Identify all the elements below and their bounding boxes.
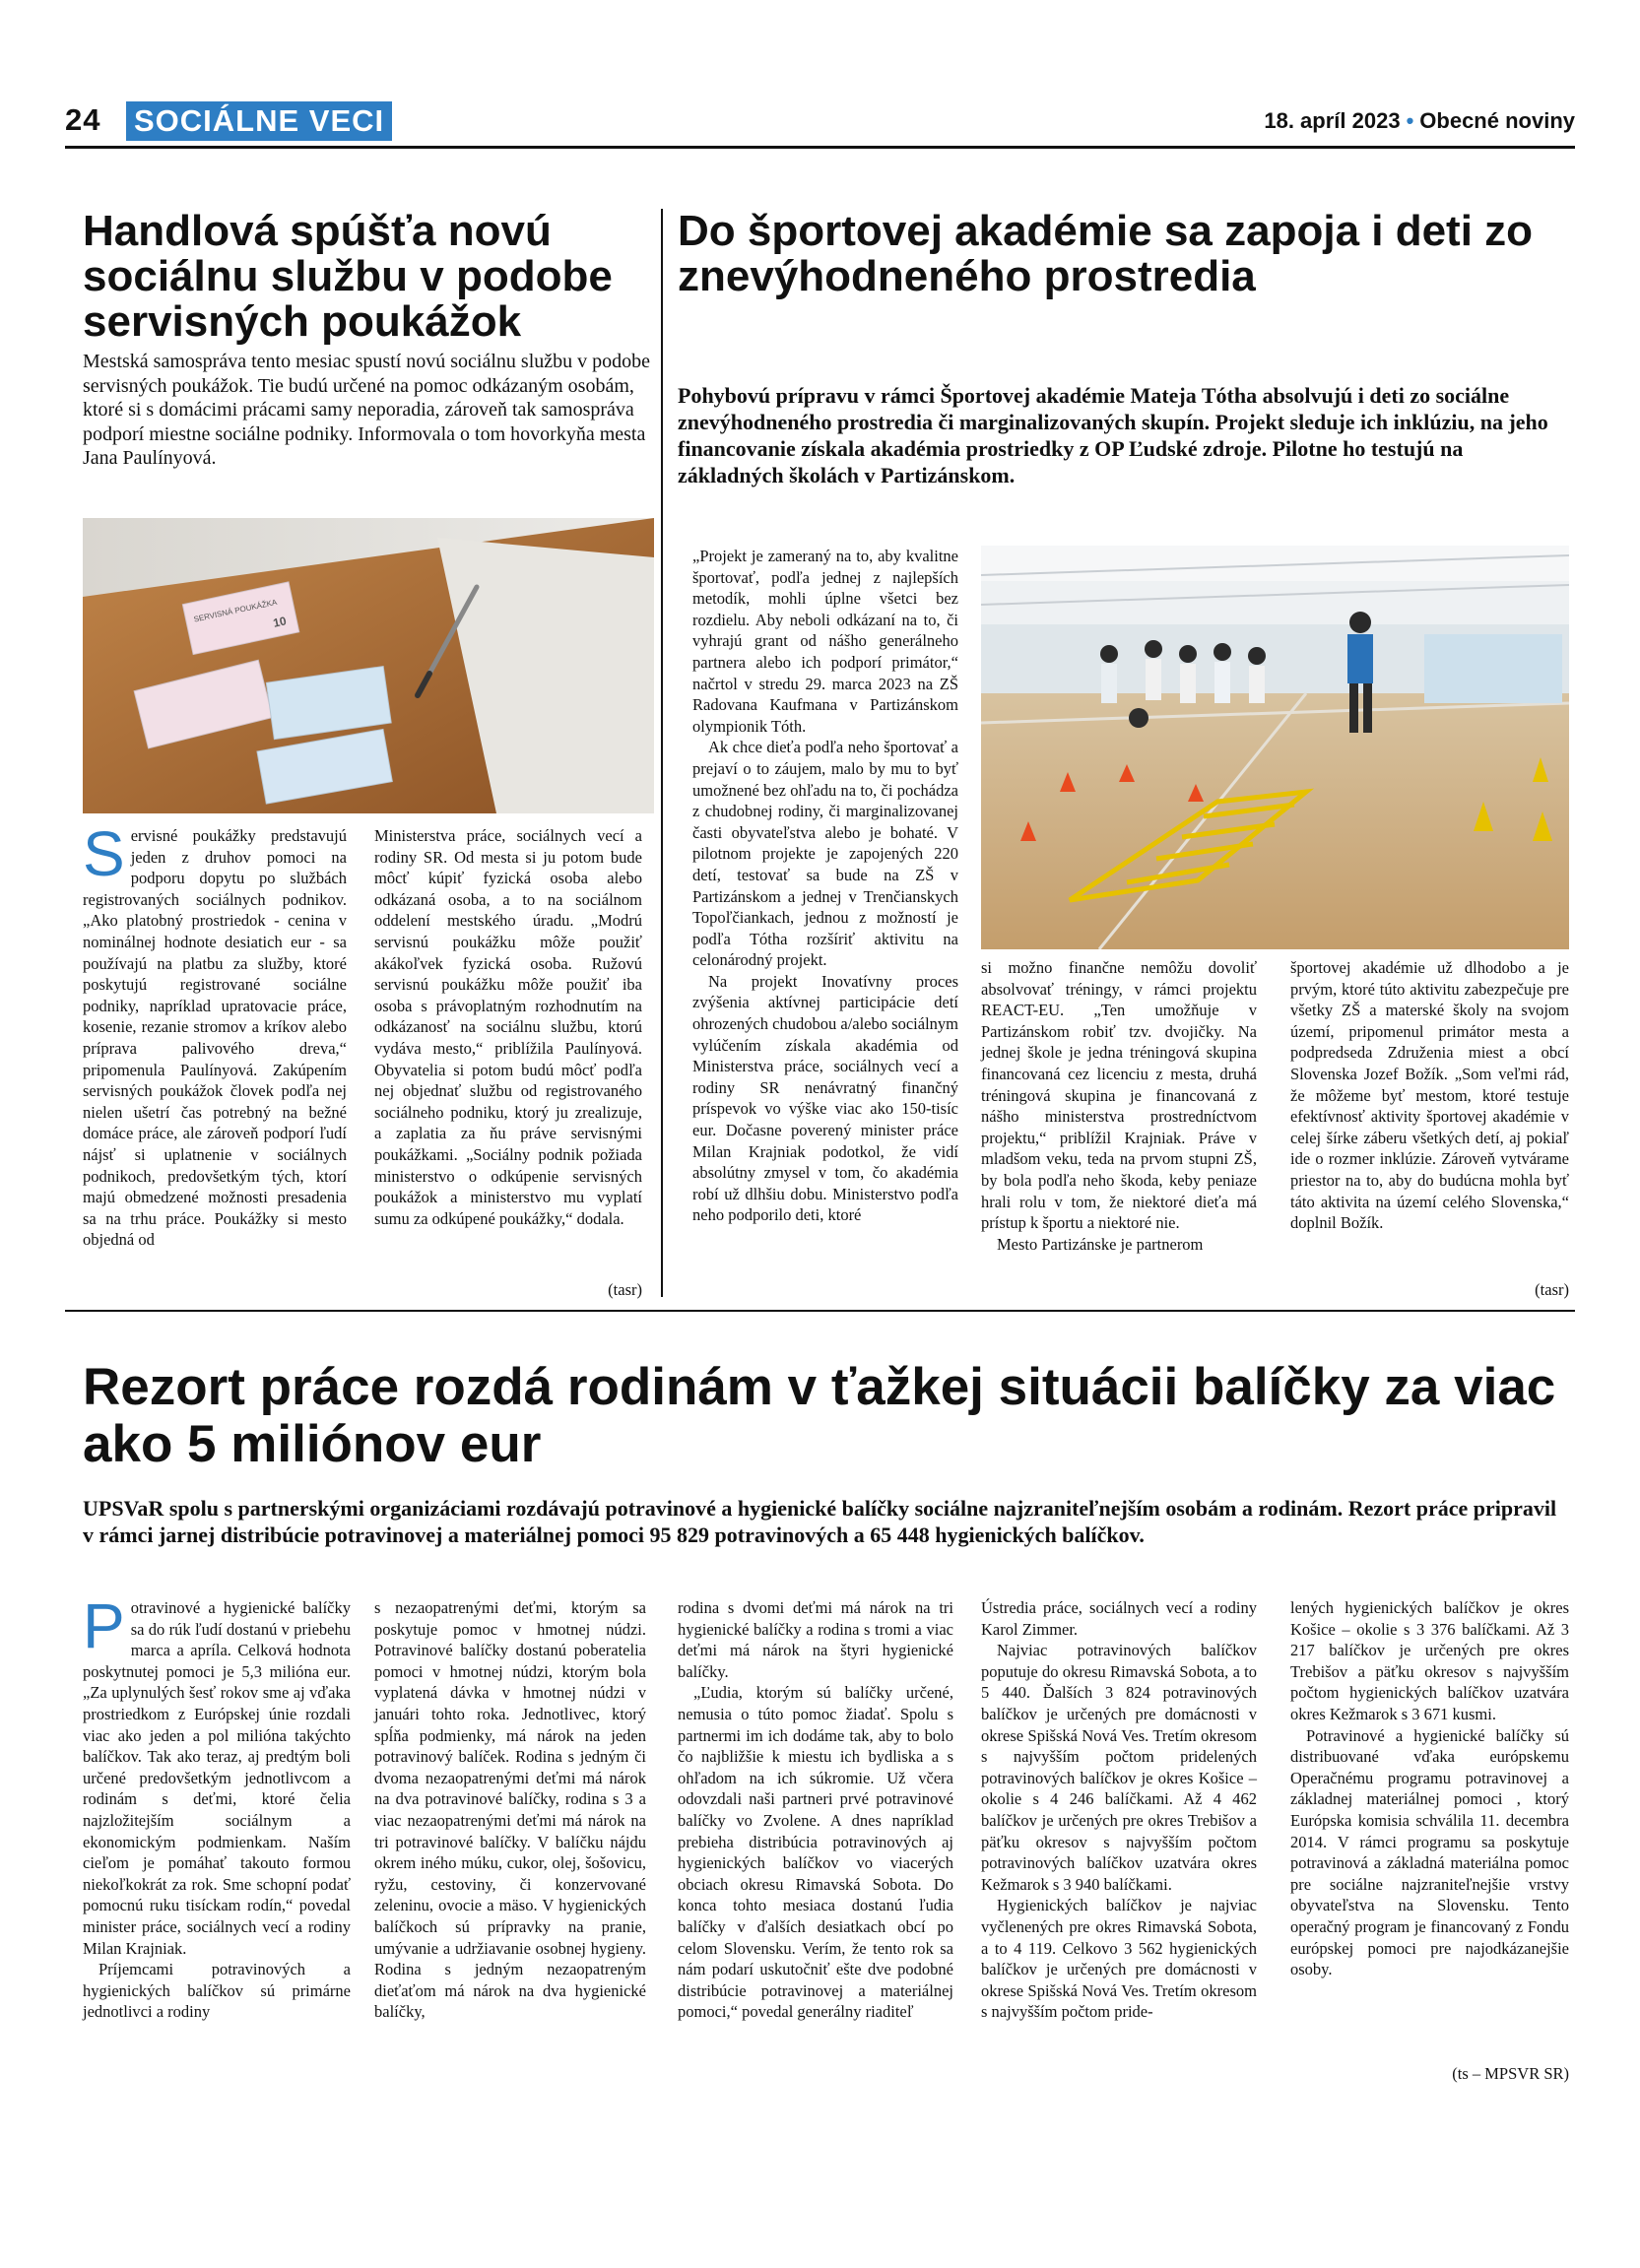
article3-title: Rezort práce rozdá rodinám v ťažkej situácii balíčky za viac ako 5 miliónov eur (83, 1358, 1556, 1473)
article3-col5-para-1: lených hygienických balíčkov je okres Košice – okolie s 3 376 balíčkami. Až 3 217 balíčkov je určených pre okres Trebišov a päťku okresov s najvyšším počtom hygienických balíčkov uzatvára okres Kežmarok s 3 671 kusmi. (1290, 1598, 1569, 1723)
header-rule (65, 146, 1575, 149)
article3-col1-para-2: Príjemcami potravinových a hygienických balíčkov sú primárne jednotlivci a rodiny (83, 1960, 351, 2022)
article3-column-1 (83, 1590, 351, 2023)
article3-column-5 (1290, 1597, 1569, 1980)
article3-column-3 (678, 1597, 953, 2023)
article2-byline: (tasr) (1535, 1280, 1569, 1299)
dateline (1264, 108, 1575, 134)
article1-column-2 (374, 825, 642, 1229)
sports-academy-photo (981, 546, 1569, 949)
voucher-value: 10 (271, 614, 288, 630)
article3-col5-para-2: Potravinové a hygienické balíčky sú distribuované vďaka európskemu Operačnému programu potravinovej a základnej materiálnej pomoci , ktorý Európska komisia schválila 11. decembra 2014. V rámci programu sa poskytuje potravinová a základná materiálna pomoc pre sociálne najzraniteľnejšie vrstvy obyvateľstva na Slovensku. Tento operačný program je financovaný z Fondu európskej pomoci pre najodkázanejšie osoby. (1290, 1725, 1569, 1979)
article2-column-2 (981, 957, 1257, 1255)
vouchers-photo-illustration (83, 518, 654, 813)
vouchers-photo (83, 518, 654, 813)
article3-col4-para-2: Najviac potravinových balíčkov poputuje do okresu Rimavská Sobota, a to 5 440. Ďalších 3 824 potravinových balíčkov je určených pre domácnosti v okrese Spišská Nová Ves. Tretím okresom s najvyšším počtom pridelených potravinových balíčkov je okres Košice – okolie s 4 246 balíčkami. Až 4 462 balíčkov je určených pre okres Trebišov a päťku okresov s najvyšším počtom potravinových balíčkov uzatvára okres Kežmarok s 3 940 balíčkami. (981, 1641, 1257, 1894)
voucher-label: SERVISNÁ POUKÁŽKA (192, 597, 278, 624)
column-divider (661, 209, 663, 1297)
article2-lead: Pohybovú prípravu v rámci Športovej akadémie Mateja Tótha absolvujú i deti zo sociálne znevýhodneného prostredia či marginalizovaných skupín. Projekt sleduje ich inklúziu, na jeho financovanie získala akadémia prostriedky z OP Ľudské zdroje. Pilotne ho testujú na základných školách v Partizánskom. (678, 383, 1548, 487)
article1-lead: Mestská samospráva tento mesiac spustí novú sociálnu službu v podobe servisných poukážok. Tie budú určené na pomoc odkázaným osobám, ktoré si s domácimi prácami samy neporadia, zároveň tak samospráva podporí miestne sociálne podniky. Informovala o tom hovorkyňa mesta Jana Paulínyová. (83, 351, 651, 469)
article1-title: Handlová spúšťa novú sociálnu službu v podobe servisných poukážok (83, 207, 613, 346)
article2-col1-para-2: Ak chce dieťa podľa neho športovať a prejaví o to záujem, malo by mu to byť umožnené bez ohľadu na to, či pochádza z chudobnej rodiny, či marginalizovanej časti obyvateľstva alebo je bohaté. V pilotnom projekte je zapojených 220 detí, testovať sa bude na ZŠ v Partizánskom a jednej v Trenčianskych Topoľčiankach, jednou z možností je podľa Tótha rozšíriť aktivitu na celonárodný projekt. (692, 738, 958, 970)
article3-col3-para-1: rodina s dvomi deťmi má nárok na tri hygienické balíčky a rodina s tromi a viac deťmi má nárok na štyri hygienické balíčky. (678, 1598, 953, 1681)
story-divider (65, 1310, 1575, 1312)
publication-name: Obecné noviny (1419, 108, 1575, 133)
separator-dot: • (1406, 108, 1414, 133)
article2-title: Do športovej akadémie sa zapoja i deti zo znevýhodneného prostredia (678, 207, 1534, 300)
article1-column-1 (83, 818, 347, 1251)
article3-col2-text: s nezaopatrenými deťmi, ktorým sa poskytuje pomoc v hmotnej núdzi. Potravinové balíčky dostanú poberatelia pomoci v hmotnej núdzi, ktorým bola vyplatená dávka v hmotnej núdzi v januári tohto roka. Jednotlivec, ktorý spĺňa podmienky, má nárok na jeden potravinový balíček. Rodina s jedným či dvoma nezaopatrenými deťmi má nárok na dva potravinové balíčky, rodina s 3 a viac nezaopatrenými deťmi má nárok na tri potravinové balíčky. V balíčku nájdu okrem iného múku, cukor, olej, šošovicu, ryžu, cestoviny, či konzervované zeleninu, ovocie a mäso. V hygienických balíčkoch sú prípravky na pranie, umývanie a udržiavanie osobnej hygieny. Rodina s jedným nezaopatreným dieťaťom má nárok na dva hygienické balíčky, (374, 1598, 646, 2022)
article3-col4-para-1: Ústredia práce, sociálnych vecí a rodiny Karol Zimmer. (981, 1598, 1257, 1639)
article1-byline: (tasr) (608, 1280, 642, 1299)
article2-col2-para-1: si možno finančne nemôžu dovoliť absolvovať tréningy, v rámci projektu REACT-EU. „Ten umožňuje v Partizánskom robiť tzv. dvojičky. Na jednej škole je jedna tréningová skupina financovaná cez licenciu z mesta, druhá tréningová skupina je financovaná z nášho ministerstva prostredníctvom projektu,“ priblížil Krajniak. Práve v mladšom veku, teda na prvom stupni ZŠ, by bola podľa neho škoda, keby peniaze hrali rolu v tom, že niektoré dieťa má prístup k športu a niektoré nie. (981, 958, 1257, 1233)
article3-lead: UPSVaR spolu s partnerskými organizáciami rozdávajú potravinové a hygienické balíčky sociálne najzraniteľnejším osobám a rodinám. Rezort práce pripravil v rámci jarnej distribúcie potravinovej a materiálnej pomoci 95 829 potravinových a 65 448 hygienických balíčkov. (83, 1496, 1557, 1547)
article1-column-1-text: ervisné poukážky predstavujú jeden z druhov pomoci na podporu dopytu po službách registrovaných sociálnych podnikov. „Ako platobný prostriedok - cenina v nominálnej hodnote desiatich eur - sa používajú na platbu za služby, ktoré poskytujú registrované sociálne podniky, napríklad upratovacie práce, kosenie, rezanie stromov a kríkov alebo príprava palivového dreva,“ pripomenula Paulínyová. Zakúpením servisných poukážok človek podľa nej nielen ušetrí čas potrebný na bežné domáce práce, ale zároveň podporí ľudí nájsť si uplatnenie v sociálnych podnikoch, predovšetkým tých, ktorí majú obmedzené možnosti presadenia sa na trhu práce. Poukážky si mesto objedná od (83, 826, 347, 1250)
article3-column-4 (981, 1597, 1257, 2023)
article3-col4-para-3: Hygienických balíčkov je najviac vyčlenených pre okres Rimavská Sobota, a to 4 119. Celkovo 3 562 hygienických balíčkov je určených pre domácnosti v okrese Spišská Nová Ves. Tretím okresom s najvyšším počtom pride- (981, 1896, 1257, 2022)
article2-col1-para-3: Na projekt Inovatívny proces zvýšenia aktívnej participácie detí ohrozených chudobou a/alebo sociálnym vylúčením získala akadémia od Ministerstva práce, sociálnych vecí a rodiny SR nenávratný finančný príspevok vo výške viac ako 150-tisíc eur. Dočasne poverený minister práce Milan Krajniak podotkol, že vidí absolútny zmysel v tom, čo akadémia robí už dlhšiu dobu. Ministerstvo podľa neho podporilo deti, ktoré (692, 971, 958, 1225)
article2-column-3 (1290, 957, 1569, 1234)
article2-col3-text: športovej akadémie už dlhodobo a je prvým, ktoré túto aktivitu zabezpečuje pre všetky ZŠ a materské školy na svojom území, pripomenul primátor mesta a podpredseda Združenia miest a obcí Slovenska Jozef Božík. „Som veľmi rád, že môžeme byť mestom, ktoré testuje efektívnosť aktivity športovej akadémie v celej šírke záberu všetkých detí, aj pokiaľ ide o rozmer inklúzie. Zároveň vytvárame priestor na to, aby do budúcna mohla byť táto aktivita na území celého Slovenska,“ doplnil Božík. (1290, 958, 1569, 1233)
section-label: SOCIÁLNE VECI (126, 101, 392, 141)
article3-byline: (ts – MPSVR SR) (1452, 2064, 1569, 2083)
issue-date: 18. apríl 2023 (1264, 108, 1401, 133)
sports-academy-photo-illustration (981, 546, 1569, 949)
page-number: 24 (65, 102, 101, 137)
article1-column-2-text: Ministerstva práce, sociálnych vecí a rodiny SR. Od mesta si ju potom bude môcť kúpiť fyzická osoba alebo odkázaná osoba, a to na sociálnom oddelení mestského úradu. „Modrú servisnú poukážku môže použiť akákoľvek fyzická osoba. Ružovú servisnú poukážku môže použiť iba osoba s právoplatným rozhodnutím na odkázanosť na sociálnu službu, ktorú vydáva mesto,“ priblížila Paulínyová. Obyvatelia si potom budú môcť podľa nej objednať službu od registrovaného sociálneho podniku, ktorý ju zrealizuje, a zaplatia za ňu práve servisnými poukážkami. „Sociálny podnik požiada ministerstvo o odkúpenie servisných poukážok a ministerstvo mu vyplatí sumu za odkúpené poukážky,“ dodala. (374, 826, 642, 1228)
article3-drop-cap: P (83, 1590, 125, 1661)
article2-column-1 (692, 546, 958, 1226)
article2-col2-para-2: Mesto Partizánske je partnerom (997, 1234, 1204, 1254)
article3-col3-para-2: „Ľudia, ktorým sú balíčky určené, nemusia o túto pomoc žiadať. Spolu s partnermi im ich dodáme tak, aby to bolo čo najbližšie k miestu ich bydliska a s ohľadom na ich súkromie. Už včera odovzdali naši partneri prvé potravinové balíčky vo Zvolene. A dnes napríklad prebieha distribúcia potravinových aj hygienických balíčkov vo viacerých obciach okresu Rimavská Sobota. Do konca tohto mesiaca dostanú ľudia balíčky v ďalších desiatkach obcí po celom Slovensku. Verím, že tento rok sa nám podarí uskutočniť ešte dve podobné distribúcie potravinovej a materiálnej pomoci,“ povedal generálny riaditeľ (678, 1683, 953, 2022)
article3-col1-para-1: otravinové a hygienické balíčky sa do rúk ľudí dostanú v priebehu marca a apríla. Celková hodnota poskytnutej pomoci je 5,3 milióna eur. „Za uplynulých šesť rokov sme aj vďaka prostriedkom z Európskej únie rozdali viac ako jeden a pol milióna takýchto balíčkov. Tak ako teraz, aj predtým boli určené predovšetkým jednotlivcom a rodinám s deťmi, ktoré čelia najzložitejším sociálnym a ekonomickým podmienkam. Naším cieľom je pomáhať takouto formou niekoľkokrát za rok. Sme schopní podať pomocnú ruku tisíckam rodín,“ povedal minister práce, sociálnych vecí a rodiny Milan Krajniak. (83, 1598, 351, 1958)
article1-drop-cap: S (83, 818, 125, 889)
article2-col1-para-1: „Projekt je zameraný na to, aby kvalitne športovať, podľa jednej z najlepších metodík, mohli úplne všetci bez rozdielu. Aby neboli odkázaní na to, či vyhrajú grant od nášho generálneho partnera alebo ich podporí primátor,“ načrtol v stredu 29. marca 2023 na ZŠ Radovana Kaufmana v Partizánskom olympionik Tóth. (692, 547, 958, 736)
article3-column-2 (374, 1597, 646, 2023)
